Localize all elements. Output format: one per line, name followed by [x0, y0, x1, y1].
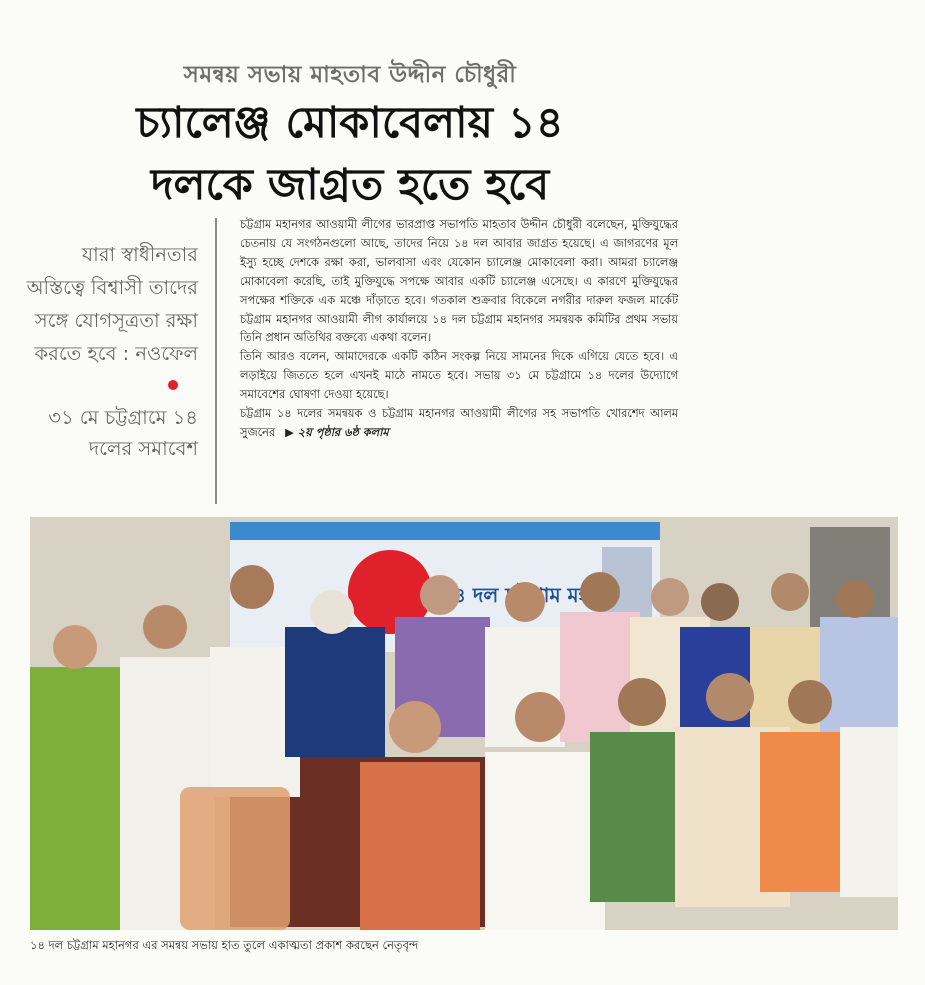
- headline-line-2: দলকে জাগ্রত হতে হবে: [150, 160, 550, 210]
- paragraph-2: তিনি আরও বলেন, আমাদেরকে একটি কঠিন সংকল্প নিয়ে সামনের দিকে এগিয়ে যেতে হবে। এ লড়াইয়ে জিততে হলে এখনই মাঠে নামতে হবে। সভায় ৩১ মে চট্টগ্রামে ১৪ দলের উদ্যোগে সমাবেশের ঘোষণা দেওয়া হয়েছে।: [240, 350, 678, 402]
- chair: [180, 787, 290, 930]
- column-divider: [215, 218, 217, 504]
- sidebar: [18, 238, 198, 464]
- headline: [0, 92, 700, 216]
- article-body: [240, 216, 678, 443]
- red-dot-icon: [168, 380, 178, 390]
- headline-line-1: চ্যালেঞ্জ মোকাবেলায় ১৪: [136, 98, 564, 148]
- sidebar-quote: যারা স্বাধীনতার অস্তিত্বে বিশ্বাসী তাদের সঙ্গে যোগসূত্রতা রক্ষা করতে হবে : নওফেল: [26, 243, 198, 365]
- photo-illustration: [30, 517, 898, 930]
- kicker: সমন্বয় সভায় মাহতাব উদ্দীন চৌধুরী: [183, 62, 517, 88]
- photo-caption: ১৪ দল চট্টগ্রাম মহানগর এর সমন্বয় সভায় হাত তুলে একাত্মতা প্রকাশ করছেন নেতৃবৃন্দ: [30, 938, 419, 952]
- news-photo: [30, 517, 898, 930]
- paragraph-3: [240, 405, 678, 443]
- sidebar-note: ৩১ মে চট্টগ্রামে ১৪ দলের সমাবেশ: [48, 406, 198, 460]
- play-arrow-icon: ▶: [285, 425, 294, 439]
- paragraph-1: চট্টগ্রাম মহানগর আওয়ামী লীগের ভারপ্রাপ্ত সভাপতি মাহতাব উদ্দীন চৌধুরী বলেছেন, মুক্তিযুদ্ধের চেতনায় যে সংগঠনগুলো আছে, তাদের নিয়ে ১৪ দল আবার জাগ্রত হয়েছে। এ জাগরণের মূল ইস্যু হচ্ছে দেশকে রক্ষা করা, ভালবাসা এবং যেকোন চ্যালেঞ্জ মোকাবেলা করা। আমরা চ্যালেঞ্জ মোকাবেলা করেছি, তাই মুক্তিযুদ্ধে সপক্ষে আবার একটি চ্যালেঞ্জ এসেছে। এ কারণে মুক্তিযুদ্ধের সপক্ষের শক্তিকে এক মঞ্চে দাঁড়াতে হবে। গতকাল শুক্রবার বিকেলে নগরীর দারুল ফজল মার্কেট চট্টগ্রাম মহানগর আওয়ামী লীগ কার্যালয়ে ১৪ দল চট্টগ্রাম মহানগর সমন্বয়ক কমিটির প্রথম সভায় তিনি প্রধান অতিথির বক্তব্যে একথা বলেন।: [240, 218, 678, 345]
- paragraph-3-text: চট্টগ্রাম ১৪ দলের সমন্বয়ক ও চট্টগ্রাম মহানগর আওয়ামী লীগের সহ সভাপতি খোরশেদ আলম সুজনের: [240, 407, 678, 439]
- continuation-link[interactable]: [275, 426, 389, 439]
- banner-text: দল: [472, 583, 499, 607]
- continuation-text: ২য় পৃষ্ঠার ৬ষ্ঠ কলাম: [297, 425, 389, 439]
